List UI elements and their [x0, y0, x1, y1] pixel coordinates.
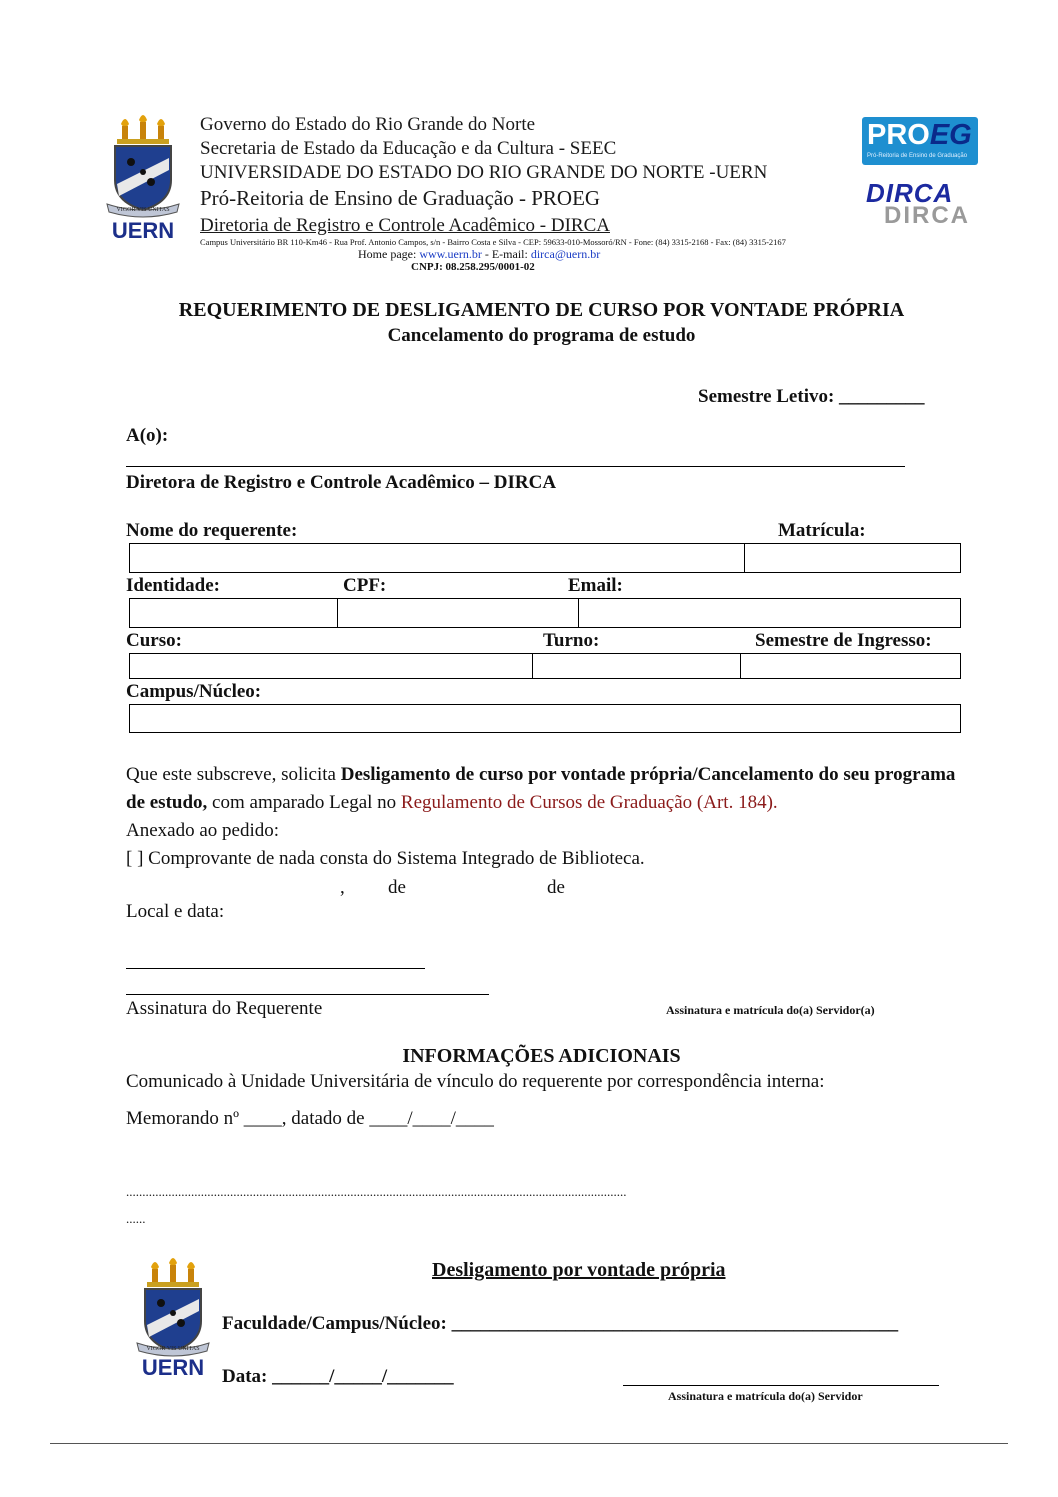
request-paragraph: [126, 761, 961, 817]
label-cpf: CPF:: [343, 575, 387, 596]
servidor-signature-label: Assinatura e matrícula do(a) Servidor(a): [666, 1003, 875, 1017]
dirca-logo-text-a: DIRCA: [866, 178, 954, 208]
semester-label: Semestre Letivo: _________: [698, 386, 925, 407]
input-turno[interactable]: [532, 653, 741, 679]
stub-signature-line: [623, 1385, 939, 1386]
header-line-1: Governo do Estado do Rio Grande do Norte: [200, 114, 536, 135]
homepage-link[interactable]: www.uern.br: [419, 247, 482, 261]
label-campus: Campus/Núcleo:: [126, 681, 262, 702]
regulation-reference: Regulamento de Cursos de Graduação (Art. 184).: [400, 792, 778, 813]
dirca-logo-text-b: DIRCA: [884, 202, 970, 229]
stub-signature-label: Assinatura e matrícula do(a) Servidor: [668, 1389, 863, 1403]
date-de-2: de: [547, 877, 565, 898]
stub-logo-text: UERN: [141, 1355, 205, 1380]
recipient-label: A(o):: [126, 425, 169, 446]
input-identidade[interactable]: [129, 598, 338, 628]
additional-memorando: Memorando nº ____, datado de ____/____/____: [126, 1108, 494, 1129]
logo-text: UERN: [111, 218, 175, 242]
email-link[interactable]: dirca@uern.br: [530, 247, 601, 261]
additional-dotted-line: ..........................................................................................................................................................: [126, 1184, 627, 1199]
input-cpf[interactable]: [337, 598, 579, 628]
recipient-line: [126, 466, 905, 467]
uern-logo: [103, 112, 183, 242]
request-text-a: Que este subscreve, solicita: [126, 764, 341, 785]
request-text-c: com amparado Legal no: [207, 792, 401, 813]
stub-uern-logo: [133, 1255, 213, 1380]
local-data-line: [126, 968, 425, 969]
input-semestre-ingresso[interactable]: [740, 653, 961, 679]
header-cnpj: CNPJ: 08.258.295/0001-02: [411, 261, 535, 273]
page-footer-rule: [50, 1443, 1008, 1444]
form-title: REQUERIMENTO DE DESLIGAMENTO DE CURSO POR VONTADE PRÓPRIA: [178, 299, 905, 321]
annex-label: Anexado ao pedido:: [126, 820, 280, 841]
additional-comunicado: Comunicado à Unidade Universitária de vínculo do requerente por correspondência interna:: [126, 1071, 825, 1092]
header-line-3: UNIVERSIDADE DO ESTADO DO RIO GRANDE DO NORTE -UERN: [200, 162, 768, 183]
label-nome: Nome do requerente:: [126, 520, 298, 541]
label-email: Email:: [568, 575, 623, 596]
form-subtitle: Cancelamento do programa de estudo: [387, 325, 696, 346]
additional-heading: INFORMAÇÕES ADICIONAIS: [402, 1045, 681, 1067]
logo-ribbon-text: VIGOR VIS UNITAS: [116, 207, 170, 213]
header-line-2: Secretaria de Estado da Educação e da Cultura - SEEC: [200, 138, 617, 159]
date-comma: ,: [340, 877, 345, 898]
date-de-1: de: [388, 877, 406, 898]
proeg-logo-sub: Pró-Reitoria de Ensino de Graduação: [867, 153, 968, 159]
header-line-5: Diretoria de Registro e Controle Acadêmico - DIRCA: [200, 215, 610, 236]
input-campus[interactable]: [129, 704, 961, 733]
proeg-logo: [862, 117, 978, 165]
email-label: - E-mail:: [481, 247, 531, 261]
label-matricula: Matrícula:: [778, 520, 866, 541]
annex-check-item[interactable]: [ ] Comprovante de nada consta do Sistema Integrado de Biblioteca.: [126, 848, 645, 869]
proeg-logo-pro: PRO: [867, 119, 930, 151]
input-email[interactable]: [578, 598, 961, 628]
stub-faculdade: Faculdade/Campus/Núcleo: _______________________________________________: [222, 1313, 899, 1334]
input-curso[interactable]: [129, 653, 533, 679]
stub-heading: Desligamento por vontade própria: [432, 1259, 726, 1281]
dirca-logo: [866, 178, 990, 232]
input-matricula[interactable]: [744, 543, 961, 573]
recipient-role: Diretora de Registro e Controle Acadêmico – DIRCA: [126, 472, 557, 493]
proeg-logo-eg: EG: [929, 119, 972, 151]
label-curso: Curso:: [126, 630, 182, 651]
header-address: Campus Universitário BR 110-Km46 - Rua Prof. Antonio Campos, s/n - Bairro Costa e Silva - CEP: 59633-010-Mossoró/RN - Fone: (84) 3315-2168 - Fax: (84) 3315-2167: [200, 237, 786, 247]
local-data-label: Local e data:: [126, 901, 225, 922]
label-identidade: Identidade:: [126, 575, 220, 596]
additional-dotted-line-2: ......: [126, 1211, 146, 1226]
label-semestre-ingresso: Semestre de Ingresso:: [755, 630, 932, 651]
stub-data: Data: ______/_____/_______: [222, 1366, 454, 1387]
label-turno: Turno:: [543, 630, 600, 651]
homepage-label: Home page:: [358, 247, 420, 261]
header-contacts: [358, 247, 600, 262]
request-text-b: Desligamento de curso por vontade própria/Cancelamento do seu programa de estudo,: [126, 764, 956, 813]
stub-logo-ribbon-text: VIGOR VIS UNITAS: [146, 1346, 200, 1352]
requerente-signature-label: Assinatura do Requerente: [126, 998, 323, 1019]
header-line-4: Pró-Reitoria de Ensino de Graduação - PROEG: [200, 186, 601, 210]
input-nome[interactable]: [129, 543, 745, 573]
